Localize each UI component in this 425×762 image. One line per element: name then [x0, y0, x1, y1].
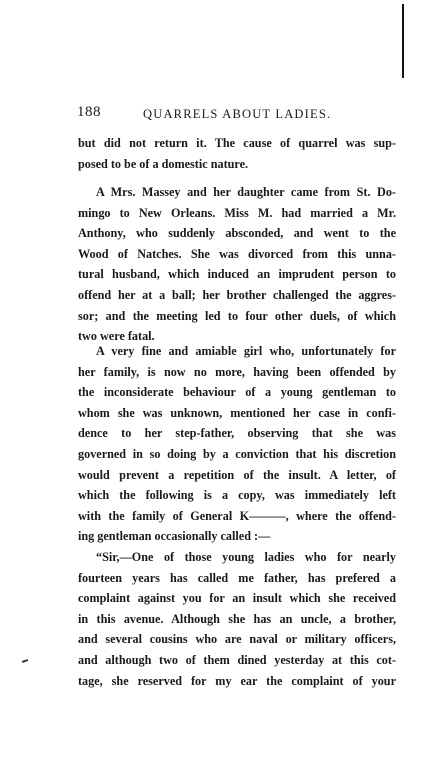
text-line: but did not return it. The cause of quarrel was sup-	[78, 136, 396, 150]
text-line: would prevent a repetition of the insult. A letter, of	[78, 467, 396, 482]
text-line: with the family of General K———, where the offend-	[78, 508, 396, 523]
text-line: sor; and the meeting led to four other duels, of which	[78, 308, 396, 323]
text-line: and several cousins who are naval or military officers,	[78, 632, 396, 647]
text-line: fourteen years has called me father, has prefered a	[78, 570, 396, 585]
text-line: mingo to New Orleans. Miss M. had married a Mr.	[78, 205, 396, 220]
text-line: in this avenue. Although she has an uncle, a brother,	[78, 611, 396, 626]
text-line: which the following is a copy, was immediately left	[78, 488, 396, 503]
text-line: posed to be of a domestic nature.	[78, 156, 249, 171]
paragraph-continuation	[78, 133, 396, 174]
text-line: offend her at a ball; her brother challenged the aggres-	[78, 287, 396, 302]
running-title: QUARRELS ABOUT LADIES.	[143, 107, 332, 121]
text-line: A Mrs. Massey and her daughter came from St. Do-	[96, 185, 396, 199]
paragraph-amiable-girl	[78, 341, 396, 691]
text-line: governed in so doing by a conviction that his discretion	[78, 446, 396, 461]
text-line: her family, is now no more, having been offended by	[78, 364, 396, 379]
paragraph-massey	[78, 182, 396, 347]
text-line: ing gentleman occasionally called :—	[78, 529, 271, 544]
text-line: the inconsiderate behaviour of a young gentleman to	[78, 385, 396, 400]
text-line: dence to her step-father, observing that she was	[78, 426, 396, 441]
text-line: two were fatal.	[78, 329, 155, 344]
page-number: 188	[77, 104, 101, 120]
text-line: tage, she reserved for my ear the complaint of your	[78, 673, 396, 688]
page-edge-line	[402, 4, 404, 78]
text-line: whom she was unknown, mentioned her case in confi-	[78, 405, 396, 420]
text-line: Wood of Natches. She was divorced from this unna-	[78, 246, 396, 261]
text-line: complaint against you for an insult which she received	[78, 591, 396, 606]
text-line: tural husband, which induced an imprudent person to	[78, 267, 396, 282]
text-line: “Sir,—One of those young ladies who for nearly	[96, 549, 396, 564]
stray-ink-mark	[22, 659, 28, 663]
text-line: and although two of them dined yesterday at this cot-	[78, 652, 396, 667]
text-line: Anthony, who suddenly absconded, and went to the	[78, 226, 396, 241]
text-line: A very fine and amiable girl who, unfortunately for	[96, 344, 396, 358]
